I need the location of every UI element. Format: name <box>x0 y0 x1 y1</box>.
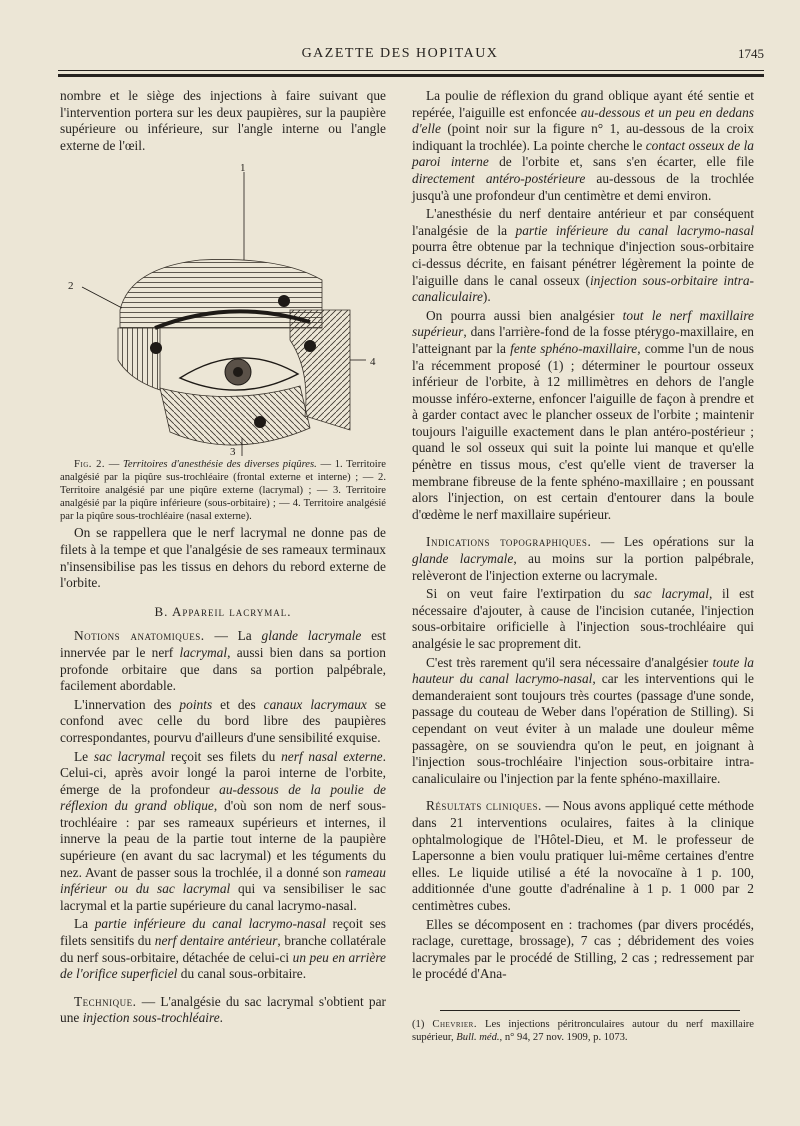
section-heading: B. Appareil lacrymal. <box>154 603 292 619</box>
left-paragraph-5: Le sac lacrymal reçoit ses filets du nerf nasal externe. Celui-ci, après avoir longé la paroi interne de l'orbite, émerge de la profondeur au-dessous de la poulie de réflexion du grand oblique, d'où son nom de nerf sous-trochléaire : par ses rameaux supérieurs et internes, il innerve la peau de la partie tout interne de la paupière supérieure (en avant du sac lacrymal) et les téguments du nez. Avant de passer sous la trochlée, il a donné son rameau inférieur ou du sac lacrymal qui va sensibiliser le sac lacrymal et la partie supérieure du canal lacrymo-nasal. <box>60 748 387 913</box>
page-number: 1745 <box>738 46 764 61</box>
run-in-heading: Indications topographiques. <box>426 534 592 550</box>
left-paragraph-2: On se rappellera que le nerf lacrymal ne donne pas de filets à la tempe et que l'analgésie de ses rameaux terminaux n'insensibilise pas les tissus en dehors du rebord externe de l'orbite. <box>60 525 386 591</box>
right-paragraph-8: Elles se décomposent en : trachomes (par divers procédés, raclage, curettage, brossage), 7 cas ; débridement des voies lacrymales par le procédé de Stilling, 2 cas ; redressement par le procédé d'Ana- <box>412 916 754 982</box>
header-rule-thin <box>58 70 764 71</box>
territory-3-fill <box>160 386 310 445</box>
leader-line-2 <box>82 287 122 308</box>
figure-label-2: 2 <box>68 280 74 293</box>
footnote-rule <box>440 1010 740 1011</box>
right-paragraph-5: Si on veut faire l'extirpation du sac lacrymal, il est nécessaire d'ajouter, à cause de l'incision cutanée, l'injection sous-orbitaire orificielle à l'injection sous-trochléaire qui analgésie le sac proprement dit. <box>412 586 754 651</box>
left-column <box>60 88 386 1027</box>
face-diagram <box>60 160 386 458</box>
injection-point-3 <box>254 416 266 428</box>
injection-point-4 <box>304 340 316 352</box>
run-in-heading: Technique. <box>74 993 137 1009</box>
run-in-heading: Notions anatomiques. <box>74 628 205 644</box>
left-paragraph-3: Notions anatomiques. — La glande lacrymale est innervée par le nerf lacrymal, aussi bien dans sa portion profonde orbitaire que dans sa portion palpébrale, facilement abordable. <box>60 628 386 694</box>
caption-text: — 1. Territoire analgésié par la piqûre sus-trochléaire (frontal externe et interne) ; — 2. Territoire analgésié par une piqûre externe (lacrymal) ; — 3. Territoire analgésié par la piqûre inférieure (sous-orbitaire) ; — 4. Territoire analgésié par la piqûre sous-trochléaire (nasal externe). <box>60 459 386 523</box>
right-column <box>412 88 754 983</box>
figure-anesthesia-territories <box>60 160 386 458</box>
footnote: (1) Chevrier. Les injections péritronculaires autour du nerf maxillaire supérieur, Bull. méd., n° 94, 27 nov. 1909, p. 1073. <box>412 1019 754 1043</box>
figure-label-1: 1 <box>240 162 246 175</box>
injection-point-2 <box>150 342 162 354</box>
left-paragraph-6: La partie inférieure du canal lacrymo-nasal reçoit ses filets sensitifs du nerf dentaire antérieur, branche collatérale du nerf sous-orbitaire, détachée de celui-ci un peu en arrière de l'orifice superficiel du canal sous-orbitaire. <box>60 916 387 982</box>
figure-caption: Fig. 2. — Territoires d'anesthésie des diverses piqûres. — 1. Territoire analgésié par la piqûre sus-trochléaire (frontal externe et interne) ; — 2. Territoire analgésié par une piqûre externe (lacrymal) ; — 3. Territoire analgésié par la piqûre inférieure (sous-orbitaire) ; — 4. Territoire analgésié par la piqûre sous-trochléaire (nasal externe). <box>60 459 386 523</box>
right-paragraph-4: Indications topographiques. — Les opérations sur la glande lacrymale, au moins sur la portion palpébrale, relèveront de l'injection externe ou lacrymale. <box>412 534 755 583</box>
left-paragraph-1: nombre et le siège des injections à faire suivant que l'intervention portera sur les deux paupières, sur la paupière supérieure ou inférieure, sur l'angle interne ou l'angle externe de l'œil. <box>60 88 386 153</box>
injection-point-1 <box>278 295 290 307</box>
right-paragraph-7: Résultats cliniques. — Nous avons appliqué cette méthode dans 21 interventions oculaires, faites à la clinique ophtalmologique de l'Hôtel-Dieu, et M. le professeur de Lapersonne a bien voulu pratiquer lui-même certaines d'entre elles. Le liquide utilisé a été la novocaïne à 1 p. 100, additionnée d'une goutte d'adrénaline à 1 p. 1 000 par 2 centimètres cubes. <box>412 798 754 913</box>
footnote-journal: Bull. méd. <box>456 1032 500 1043</box>
territory-2-fill <box>118 328 160 390</box>
footnote-author: Chevrier. <box>432 1019 477 1030</box>
running-title: GAZETTE DES HOPITAUX <box>301 46 499 61</box>
right-paragraph-3: On pourra aussi bien analgésier tout le nerf maxillaire supérieur, dans l'arrière-fond de la fosse ptérygo-maxillaire, en l'atteignant par la fente sphéno-maxillaire, comme l'un de nous l'a récemment proposé (1) ; déterminer le pourtour osseux inférieur de l'orbite, à 12 millimètres en dehors de l'angle mousse inféro-externe, enfoncer l'aiguille de façon à prendre et à garder contact avec le plancher osseux de l'orbite ; maintenir toujours l'aiguille exactement dans le plan antéro-postérieur ; quand le sol osseux qui suit la pointe lui manque et qu'elle pénètre en tissus mous, c'est qu'elle vient de traverser la membrane fibreuse de la fente sphéno-maxillaire ; en poussant alors l'injection, on est certain d'entourer dans la boule d'œdème le nerf maxillaire supérieur. <box>412 307 754 522</box>
caption-title: Territoires d'anesthésie des diverses piqûres. <box>122 459 317 471</box>
header-rule-thick <box>58 74 764 77</box>
figure-label-3: 3 <box>230 446 236 459</box>
run-in-heading: Résultats cliniques. <box>426 798 542 814</box>
caption-prefix: Fig. 2. <box>74 459 106 471</box>
figure-label-4: 4 <box>370 356 376 369</box>
right-paragraph-2: L'anesthésie du nerf dentaire antérieur et par conséquent l'analgésie de la partie inférieure du canal lacrymo-nasal pourra être obtenue par la technique d'injection sous-orbitaire ci-dessus décrite, en faisant pénétrer légèrement la pointe de l'aiguille dans le canal osseux (injection sous-orbitaire intra-canaliculaire). <box>412 206 754 305</box>
pupil-icon <box>233 367 243 377</box>
right-paragraph-1: La poulie de réflexion du grand oblique ayant été sentie et repérée, l'aiguille est enfoncée au-dessous et un peu en dedans d'elle (point noir sur la figure n° 1, au-dessous de la croix indiquant la trochlée). La pointe cherche le contact osseux de la paroi interne de l'orbite et, sans s'en écarter, elle file directement antéro-postérieure au-dessous de la trochlée jusqu'à une profondeur d'un centimètre et demi environ. <box>412 88 754 203</box>
left-paragraph-4: L'innervation des points et des canaux lacrymaux se confond avec celle du bord libre des paupières correspondantes, pourvu d'ailleurs d'une sensibilité exquise. <box>60 696 387 745</box>
left-paragraph-7: Technique. — L'analgésie du sac lacrymal s'obtient par une injection sous-trochléaire. <box>60 993 386 1026</box>
right-paragraph-6: C'est très rarement qu'il sera nécessaire d'analgésier toute la hauteur du canal lacrymo-nasal, car les interventions qui le demanderaient sont toujours très courtes (passage d'une sonde, passage du couteau de Weber dans l'opération de Stilling). Si cependant on veut éviter à un malade une douleur même passagère, on se souviendra qu'on le peut, en joignant à l'injection sous-trochléaire l'injection sous-orbitaire intra-canaliculaire ou l'injection par la fente sphéno-maxillaire. <box>412 654 754 786</box>
